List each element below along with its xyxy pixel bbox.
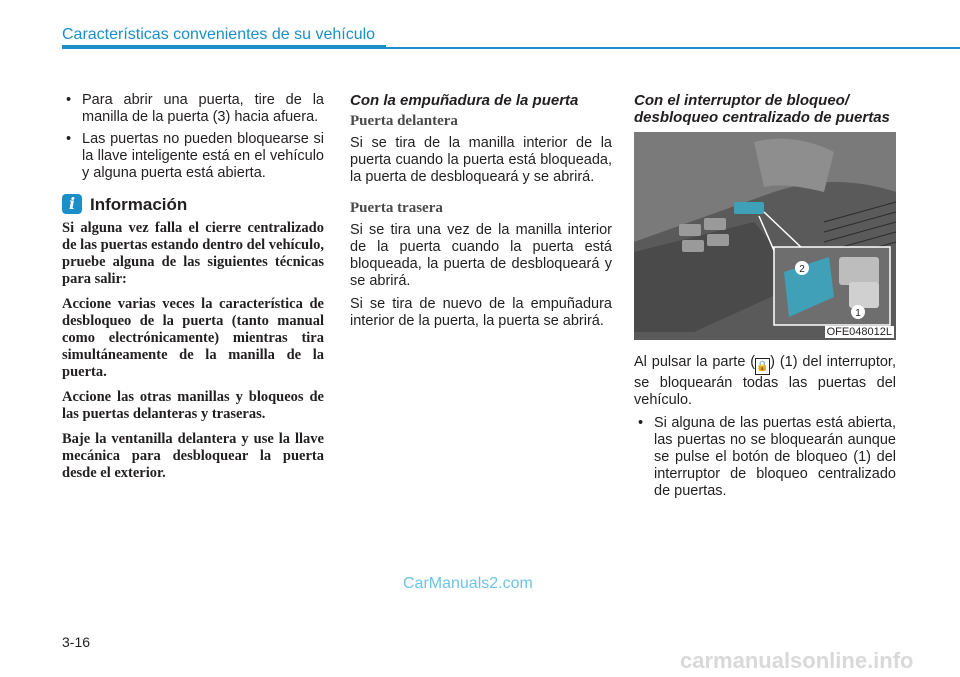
paragraph: Si se tira de nuevo de la empuñadura interior de la puerta, la puerta se abrirá. <box>350 296 612 329</box>
header-rule <box>62 47 960 49</box>
subheading-rear-door: Puerta trasera <box>350 200 443 216</box>
info-paragraph: Accione varias veces la característica de desbloqueo de la puerta (tanto manual como electrónicamente) mientras tira simultáneamente de la manilla de la puerta. <box>62 296 324 380</box>
paragraph: Si se tira una vez de la manilla interior de la puerta cuando la puerta está bloqueada, la puerta de desbloqueará y se abrirá. <box>350 222 612 289</box>
door-switch-figure <box>634 132 896 340</box>
info-paragraph: Accione las otras manillas y bloqueos de las puertas delanteras y traseras. <box>62 389 324 422</box>
column-1 <box>62 92 324 490</box>
paragraph: Si se tira de la manilla interior de la puerta cuando la puerta está bloqueada, la puerta de desbloqueará y se abrirá. <box>350 135 612 185</box>
section-heading: Con el interruptor de bloqueo/ desbloqueo centralizado de puertas <box>634 92 890 126</box>
info-paragraph: Baje la ventanilla delantera y use la llave mecánica para desbloquear la puerta desde el exterior. <box>62 431 324 481</box>
column-3 <box>634 92 896 505</box>
info-paragraph: Si alguna vez falla el cierre centralizado de las puertas estando dentro del vehículo, pruebe alguna de las siguientes técnicas para salir: <box>62 220 324 287</box>
info-title: Información <box>90 194 188 214</box>
paragraph <box>634 354 896 409</box>
watermark-carmanualsonline: carmanualsonline.info <box>680 648 914 673</box>
door-panel-illustration <box>634 132 896 340</box>
list-item: • Para abrir una puerta, tire de la manilla de la puerta (3) hacia afuera. <box>62 92 324 126</box>
lock-icon: 🔒 <box>755 358 770 375</box>
figure-code: OFE048012L <box>826 326 892 338</box>
paragraph-text-end: ) (1) del interruptor, se bloquearán todas las puertas del vehículo. <box>634 354 896 408</box>
callout-1-label: 1 <box>855 308 861 319</box>
info-icon: i <box>62 194 82 214</box>
section-title: Características convenientes de su vehículo <box>62 26 376 43</box>
subheading-front-door: Puerta delantera <box>350 113 458 129</box>
watermark-carmanuals2[interactable]: CarManuals2.com <box>403 575 533 592</box>
info-heading <box>62 194 324 214</box>
section-heading: Con la empuñadura de la puerta <box>350 92 579 109</box>
list-item: • Las puertas no pueden bloquearse si la llave inteligente está en el vehículo y alguna puerta está abierta. <box>62 131 324 182</box>
page-number: 3-16 <box>62 634 91 650</box>
paragraph-text-start: Al pulsar la parte ( <box>634 354 756 370</box>
list-item: • Si alguna de las puertas está abierta, las puertas no se bloquearán aunque se pulse el botón de bloqueo (1) del interruptor de bloqueo centralizado de puertas. <box>634 415 896 500</box>
column-2 <box>350 92 612 336</box>
callout-2-label: 2 <box>799 264 805 275</box>
